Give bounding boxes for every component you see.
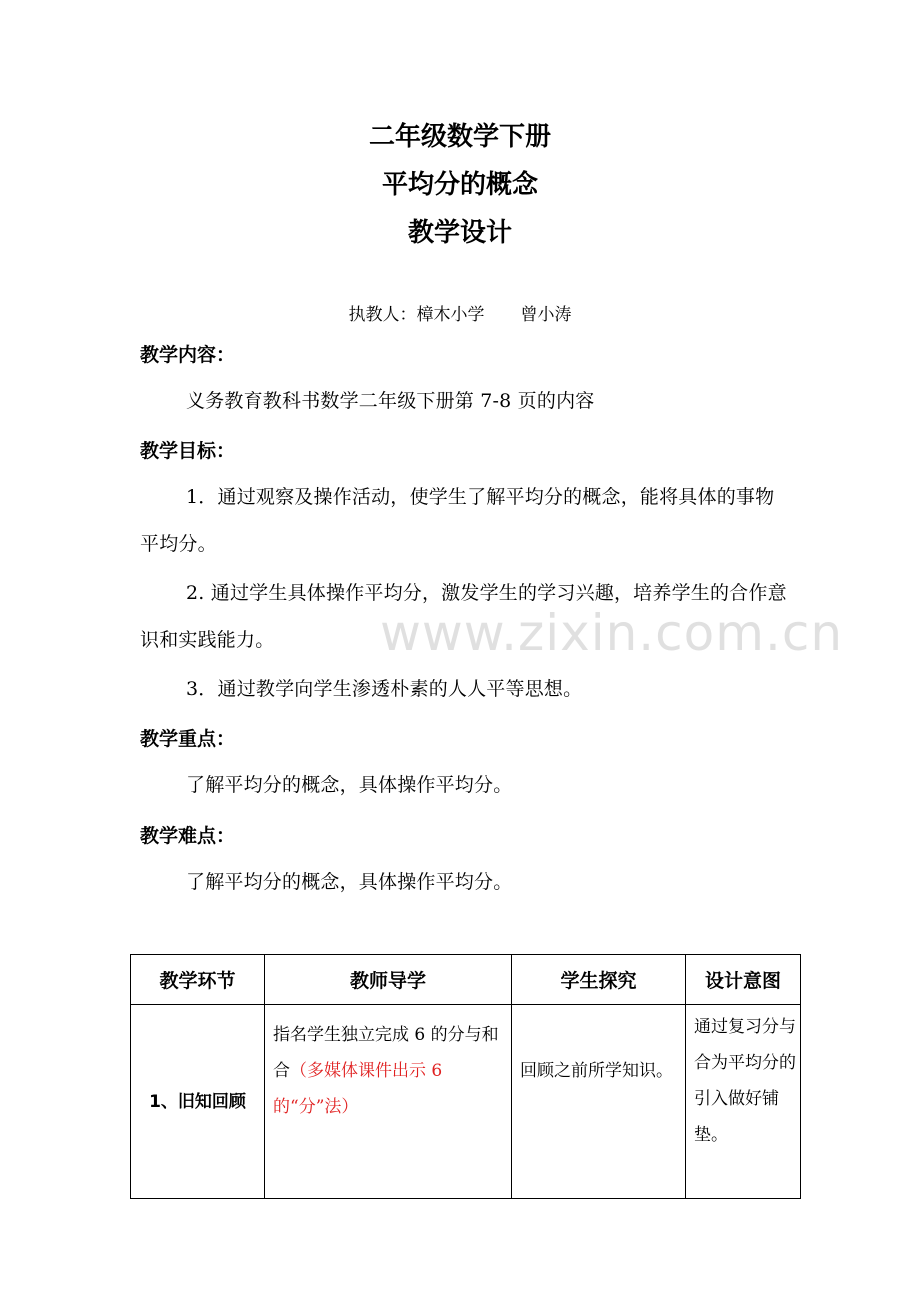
goal-item-3: 3．通过教学向学生渗透朴素的人人平等思想。 <box>186 678 583 700</box>
author-label: 执教人： <box>348 305 417 325</box>
difficulty-text: 了解平均分的概念，具体操作平均分。 <box>186 871 513 893</box>
content-text: 义务教育教科书数学二年级下册第 7-8 页的内容 <box>186 390 595 412</box>
title-line-3: 教学设计 <box>407 218 512 248</box>
header-intent: 设计意图 <box>686 955 801 1005</box>
lesson-plan-table <box>130 954 801 1199</box>
difficulty-heading: 教学难点： <box>140 825 236 847</box>
cell-student: 回顾之前所学知识。 <box>512 1005 686 1199</box>
cell-intent: 通过复习分与合为平均分的引入做好铺垫。 <box>686 1005 801 1199</box>
title-line-2: 平均分的概念 <box>381 170 538 200</box>
content-heading: 教学内容： <box>140 344 236 366</box>
watermark: www.zixin.com.cn <box>380 604 844 662</box>
table-row <box>131 1005 801 1199</box>
key-point-text: 了解平均分的概念，具体操作平均分。 <box>186 774 513 796</box>
goal-item-1: 1．通过观察及操作活动，使学生了解平均分的概念，能将具体的事物平均分。 <box>140 486 775 555</box>
header-student: 学生探究 <box>512 955 686 1005</box>
header-stage: 教学环节 <box>131 955 265 1005</box>
teacher-note: （多媒体课件出示 6 的“分”法） <box>273 1061 443 1117</box>
cell-teacher <box>265 1005 512 1199</box>
title-line-1: 二年级数学下册 <box>368 122 551 152</box>
author-school: 樟木小学 <box>416 305 485 325</box>
author-line <box>0 300 920 325</box>
teacher-text: 指名学生独立完成 6 的分与和合 <box>273 1025 499 1081</box>
goals-heading: 教学目标： <box>140 440 236 462</box>
cell-stage: 1、旧知回顾 <box>131 1005 265 1199</box>
goal-item-2: 2. 通过学生具体操作平均分，激发学生的学习兴趣，培养学生的合作意识和实践能力。 <box>140 582 787 651</box>
table-header-row <box>131 955 801 1005</box>
key-point-heading: 教学重点： <box>140 728 236 750</box>
author-name: 曾小涛 <box>520 305 572 325</box>
header-teacher: 教师导学 <box>265 955 512 1005</box>
